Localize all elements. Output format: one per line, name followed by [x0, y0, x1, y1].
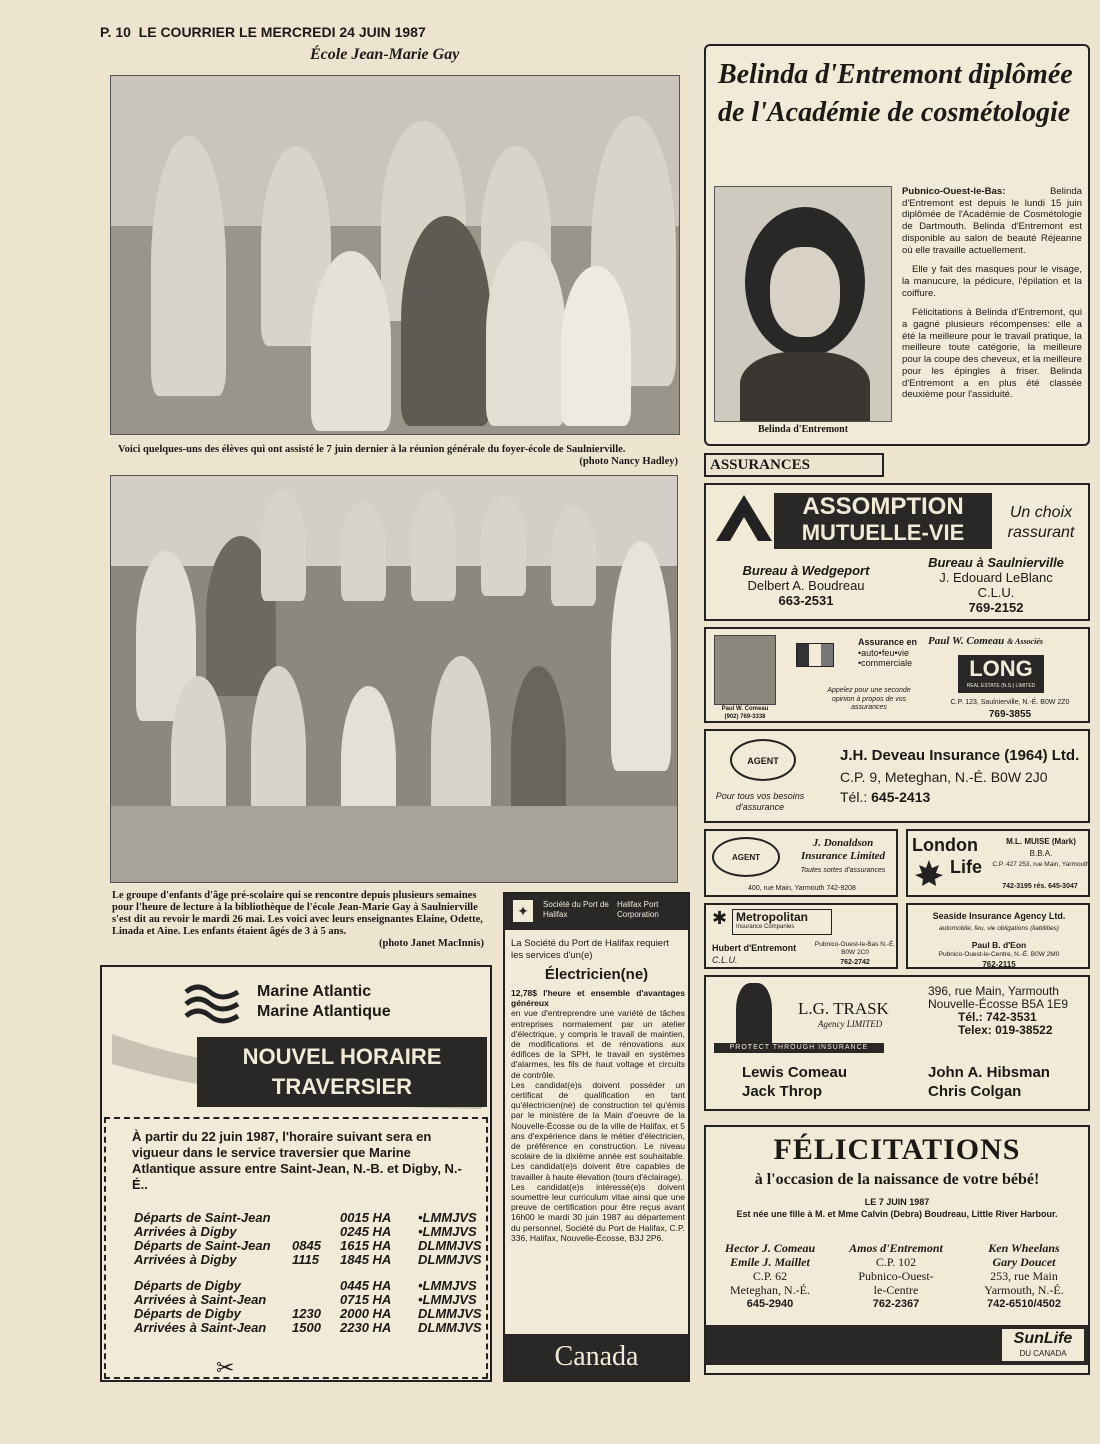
- schedule-cell-t1: [288, 1279, 336, 1293]
- london-brand1: London: [912, 835, 978, 855]
- trask-sub: Agency LIMITED: [818, 1019, 883, 1029]
- assomption-slogan: Un choix rassurant: [1007, 504, 1075, 541]
- halifax-p2: Les candidat(e)s doivent posséder un certificat de qualification en tant qu'électricien(ne) de construction tel qu'émis par le ministère de la Main d'oeuvre de la Nouvelle-Écosse ou de la ville de Halifax, et 5 ans d'expérience dans le métier d'électricien, de préférence en construction. Le niveau scolaire de la dixième année est souhaitable. Les candidat(e)s doivent être capables de travailler à haute élevation (tours d'éclairage).: [511, 1079, 685, 1182]
- flag-icon: [796, 643, 834, 667]
- metropolitan-person: Hubert d'Entremont: [712, 943, 797, 953]
- seaside-ad: [906, 903, 1090, 969]
- marine-name-en: Marine Atlantic: [257, 983, 372, 1000]
- deveau-address: C.P. 9, Meteghan, N.-É. B0W 2J0: [840, 769, 1048, 785]
- canada-wordmark: Canada: [505, 1334, 688, 1380]
- schedule-cell-t1: [288, 1211, 336, 1225]
- trask-people-left: Lewis Comeau Jack Throp: [742, 1064, 848, 1100]
- metropolitan-phone: 762-2742: [840, 959, 870, 966]
- schedule-cell-days: DLMMJVS: [418, 1252, 482, 1267]
- seaside-name: Seaside Insurance Agency Ltd.: [932, 911, 1066, 921]
- donaldson-badge-icon: AGENT: [712, 837, 780, 877]
- schedule-cell-days: •LMMJVS: [418, 1278, 477, 1293]
- belinda-photo-caption: Belinda d'Entremont: [757, 424, 849, 435]
- marine-intro: À partir du 22 juin 1987, l'horaire suivant sera en vigueur dans le service traversier que Marine Atlantique assure entre Saint-Jean, N.-B. et Digby, N.-É..: [132, 1129, 462, 1192]
- assomption-line2: MUTUELLE-VIE: [801, 520, 965, 545]
- schedule-cell-t2: 0715 HA: [340, 1292, 392, 1307]
- comeau-photo: [714, 635, 776, 705]
- marine-waves-icon: [184, 982, 240, 1024]
- belinda-body: Pubnico-Ouest-le-Bas: Belinda d'Entremont est depuis le lundi 15 juin diplômée de l'Académie de Cosmétologie de Dartmouth. Belinda d'Entremont est disponible au salon de beauté Réjeanne où elle travaille actuellement. Elle y fait des masques pour le visage, la manucure, la pédicure, l'épilation et la coiffure. Félicitations à Belinda d'Entremont, qui a gagné plusieurs récompenses: elle a été la meilleure pour le travail pratique, la meilleure toute catégorie, la meilleure pour la coupe des cheveux, et la meilleure pour les épingles à friser. Belinda d'Entremont a en plus été classée deuxième pour l'assiduité.: [902, 186, 1082, 401]
- halifax-p3: Les candidat(e)s intéressé(e)s doivent soumettre leur curriculum vitae ainsi que une preuve de certification pour être reçus avant 16h00 le mardi 30 juin 1987 au département du personnel, Société du Port de Halifax, C.P. 336, Halifax, Nouvelle-Écosse, B3J 2P6.: [511, 1181, 685, 1243]
- schedule-cell-days: •LMMJVS: [418, 1210, 477, 1225]
- schedule-cell-t2: 0015 HA: [340, 1210, 392, 1225]
- schedule-cell-t2: 1845 HA: [340, 1252, 392, 1267]
- metropolitan-address: Pubnico-Ouest-le-Bas N.-É. B0W 2C0: [814, 941, 896, 956]
- marine-atlantic-ad: [100, 965, 492, 1382]
- belinda-dateline: Pubnico-Ouest-le-Bas:: [902, 186, 1006, 197]
- schedule-cell-days: DLMMJVS: [418, 1320, 482, 1335]
- schedule-cell-t2: 2000 HA: [340, 1306, 392, 1321]
- comeau-address: C.P. 123, Saulnierville, N.-É. B0W 2Z0: [950, 699, 1070, 706]
- sunlife-logo: SunLife DU CANADA: [1002, 1329, 1084, 1361]
- belinda-article: [704, 44, 1090, 446]
- seaside-types: automobile, feu, vie obligations (liabilities): [939, 925, 1059, 932]
- agent-badge-icon: AGENT: [730, 739, 796, 781]
- schedule-cell-t2: 2230 HA: [340, 1320, 392, 1335]
- donaldson-note: Toutes sortes d'assurances: [800, 867, 886, 874]
- metropolitan-star-icon: ✱: [712, 908, 728, 928]
- maple-leaf-icon: ✦: [513, 900, 533, 922]
- wedgeport-office: Bureau à Wedgeport Delbert A. Boudreau 663-2531: [742, 563, 870, 608]
- comeau-name: Paul W. Comeau & Associés: [928, 635, 1043, 647]
- students-photo: [110, 75, 680, 435]
- trask-band: PROTECT THROUGH INSURANCE: [714, 1043, 884, 1053]
- schedule-cell-label: Départs de Digby: [134, 1306, 241, 1321]
- schedule-cell-label: Départs de Saint-Jean: [134, 1210, 271, 1225]
- schedule-row: [130, 1279, 486, 1293]
- marine-name-fr: Marine Atlantique: [257, 1003, 391, 1020]
- felicitations-ad: [704, 1125, 1090, 1375]
- metropolitan-cred: C.L.U.: [712, 955, 738, 965]
- felicitations-subtitle: à l'occasion de la naissance de votre bébé!: [754, 1171, 1040, 1188]
- metropolitan-ad: [704, 903, 898, 969]
- belinda-photo: [714, 186, 892, 422]
- schedule-cell-label: Arrivées à Digby: [134, 1252, 237, 1267]
- schedule-table-1: [130, 1211, 486, 1267]
- schedule-cell-t1: [288, 1293, 336, 1307]
- photo1-caption: Voici quelques-uns des élèves qui ont assisté le 7 juin dernier à la réunion générale du foyer-école de Saulnierville. (photo Nancy Hadley): [118, 444, 678, 467]
- paper-date: LE MERCREDI 24 JUIN 1987: [239, 24, 426, 40]
- london-address: C.P. 427 253, rue Main, Yarmouth: [992, 861, 1090, 868]
- schedule-cell-t1: 1230: [292, 1306, 321, 1321]
- schedule-row: [130, 1307, 486, 1321]
- marine-headline1: NOUVEL HORAIRE: [242, 1044, 442, 1069]
- schedule-cell-label: Arrivées à Digby: [134, 1224, 237, 1239]
- trask-name: L.G. TRASK: [798, 999, 889, 1018]
- paper-name: LE COURRIER: [138, 24, 236, 40]
- schedule-row: [130, 1253, 486, 1267]
- comeau-types: •auto•feu•vie •commerciale: [858, 648, 913, 668]
- sponsor-2: Amos d'Entremont C.P. 102 Pubnico-Ouest- le-Centre 762-2367: [849, 1241, 943, 1310]
- felicitations-date: LE 7 JUIN 1987: [864, 1197, 930, 1207]
- deveau-phone: Tél.: 645-2413: [840, 789, 931, 805]
- belinda-p3: Félicitations à Belinda d'Entremont, qui a gagné plusieurs récompenses: elle a été la meilleure pour le travail pratique, la meilleure toute catégorie, la meilleure pour la coupe des cheveux, et la meilleure pour les épingles à friser. Belinda d'Entremont a en plus été classée deuxième pour l'assiduité.: [902, 307, 1082, 401]
- schedule-table-2: [130, 1279, 486, 1335]
- belinda-p2: Elle y fait des masques pour le visage, la manucure, la pédicure, l'épilation et la coiffure.: [902, 264, 1082, 299]
- seaside-phone: 762-2115: [982, 960, 1016, 969]
- belinda-title: Belinda d'Entremont diplômée de l'Académie de cosmétologie: [718, 59, 1073, 128]
- comeau-photo-phone: (902) 769-3338: [724, 714, 766, 720]
- halifax-pay: 12,78$ l'heure et ensemble d'avantages généreux: [511, 988, 685, 1009]
- schedule-coupon: [104, 1117, 488, 1379]
- halifax-org-fr: Société du Port de Halifax: [543, 900, 609, 919]
- marine-headline2: TRAVERSIER: [271, 1074, 413, 1099]
- london-life-ad: [906, 829, 1090, 897]
- schedule-cell-label: Départs de Digby: [134, 1278, 241, 1293]
- metropolitan-brand: Metropolitan Insurance Companies: [732, 909, 832, 935]
- seaside-address: Pubnico-Ouest-le-Centre, N.-É. B0W 2M0: [938, 951, 1060, 958]
- schedule-row: [130, 1321, 486, 1335]
- long-logo: LONG REAL ESTATE (N.S.) LIMITED: [958, 655, 1044, 693]
- comeau-photo-name: Paul W. Comeau: [721, 706, 769, 712]
- schedule-cell-t1: [288, 1225, 336, 1239]
- saulnierville-office: Bureau à Saulnierville J. Edouard LeBlanc C.L.U. 769-2152: [928, 555, 1064, 615]
- comeau-assurance-label: Assurance en: [858, 637, 918, 647]
- halifax-intro: La Société du Port de Halifax requiert les services d'un(e): [511, 938, 669, 961]
- page-number: P. 10: [100, 24, 131, 40]
- photo2-credit: (photo Janet MacInnis): [378, 938, 484, 949]
- donaldson-ad: [704, 829, 898, 897]
- felicitations-title: FÉLICITATIONS: [773, 1133, 1021, 1166]
- schedule-cell-days: •LMMJVS: [418, 1224, 477, 1239]
- london-agent: M.L. MUISE (Mark): [1006, 837, 1076, 846]
- assomption-banner: [774, 493, 992, 549]
- section-title: École Jean-Marie Gay: [310, 46, 460, 63]
- schedule-cell-t1: 1115: [292, 1252, 319, 1267]
- comeau-ad: [704, 627, 1090, 723]
- schedule-cell-t1: 1500: [292, 1320, 321, 1335]
- marine-banner: [197, 1037, 487, 1107]
- comeau-phone: 769-3855: [988, 709, 1032, 720]
- maple-leaf-logo-icon: [914, 859, 944, 889]
- schedule-cell-days: DLMMJVS: [418, 1306, 482, 1321]
- sponsor-1: Hector J. Comeau Emile J. Maillet C.P. 62 Meteghan, N.-É. 645-2940: [724, 1241, 816, 1310]
- schedule-cell-label: Arrivées à Saint-Jean: [134, 1320, 267, 1335]
- halifax-p1: en vue d'entreprendre une variété de tâches entreprises normalement par un atelier d'électrique, y compris le travail de maintien, de modifications et de rénovations aux édifices de la SPH, le travail en systèmes d'alarmes, les fils de haut voltage et circuits de contrôle.: [511, 1008, 685, 1080]
- schedule-cell-label: Départs de Saint-Jean: [134, 1238, 271, 1253]
- halifax-title: Électricien(ne): [544, 966, 649, 983]
- photo1-credit: (photo Nancy Hadley): [579, 456, 678, 467]
- schedule-cell-t2: 1615 HA: [340, 1238, 392, 1253]
- trask-lion-icon: [736, 983, 772, 1049]
- comeau-note: Appelez pour une seconde opinion à propos de vos assurances: [827, 687, 911, 711]
- halifax-org-en: Halifax Port Corporation: [617, 900, 659, 919]
- schedule-cell-days: DLMMJVS: [418, 1238, 482, 1253]
- sunlife-band: [706, 1325, 1088, 1365]
- halifax-body: [511, 988, 685, 1243]
- schedule-cell-t2: 0245 HA: [340, 1224, 392, 1239]
- photo2-caption: Le groupe d'enfants d'âge pré-scolaire qui se rencontre depuis plusieurs semaines pour l'heure de lecture à la bibliothèque de l'école Jean-Marie Gay à Saulnierville s'est dit au revoir le mardi 26 mai. Les voici avec leurs enseignantes Elaine, Odette, Linada et Aine. Les enfants étaient âgés de 3 à 5 ans. (photo Janet MacInnis): [112, 890, 484, 949]
- schedule-cell-days: •LMMJVS: [418, 1292, 477, 1307]
- seaside-person: Paul B. d'Eon: [971, 940, 1027, 950]
- donaldson-name: J. Donaldson Insurance Limited: [800, 837, 886, 862]
- schedule-row: [130, 1225, 486, 1239]
- sponsor-3: Ken Wheelans Gary Doucet 253, rue Main Yarmouth, N.-É. 742-6510/4502: [984, 1241, 1064, 1310]
- assurances-heading: ASSURANCES: [704, 453, 884, 477]
- london-brand2: Life: [950, 857, 983, 877]
- felicitations-text: Est née une fille à M. et Mme Calvin (Debra) Boudreau, Little River Harbour.: [736, 1209, 1058, 1219]
- schedule-cell-label: Arrivées à Saint-Jean: [134, 1292, 267, 1307]
- deveau-ad: [704, 729, 1090, 823]
- schedule-row: [130, 1239, 486, 1253]
- halifax-header: [505, 894, 688, 930]
- schedule-cell-t2: 0445 HA: [340, 1278, 392, 1293]
- assomption-logo-icon: [714, 493, 774, 543]
- page-header: [100, 24, 600, 40]
- trask-ad: [704, 975, 1090, 1111]
- london-phones: 742-3195 rés. 645-3047: [1002, 883, 1078, 890]
- schedule-row: [130, 1293, 486, 1307]
- schedule-row: [130, 1211, 486, 1225]
- donaldson-address: 400, rue Main, Yarmouth 742-9208: [748, 885, 856, 892]
- halifax-port-ad: [503, 892, 690, 1382]
- schedule-cell-t1: 0845: [292, 1238, 321, 1253]
- assomption-ad: [704, 483, 1090, 621]
- trask-address: 396, rue Main, Yarmouth Nouvelle-Écosse B5A 1E9 Tél.: 742-3531 Telex: 019-38522: [928, 984, 1069, 1037]
- preschool-photo: [110, 475, 678, 883]
- london-cred: B.B.A.: [1029, 849, 1053, 858]
- trask-people-right: John A. Hibsman Chris Colgan: [928, 1064, 1050, 1100]
- scissors-icon: ✂: [216, 1355, 235, 1380]
- assomption-line1: ASSOMPTION: [802, 493, 964, 520]
- deveau-name: J.H. Deveau Insurance (1964) Ltd.: [840, 747, 1080, 764]
- deveau-note: Pour tous vos besoins d'assurance: [715, 791, 805, 812]
